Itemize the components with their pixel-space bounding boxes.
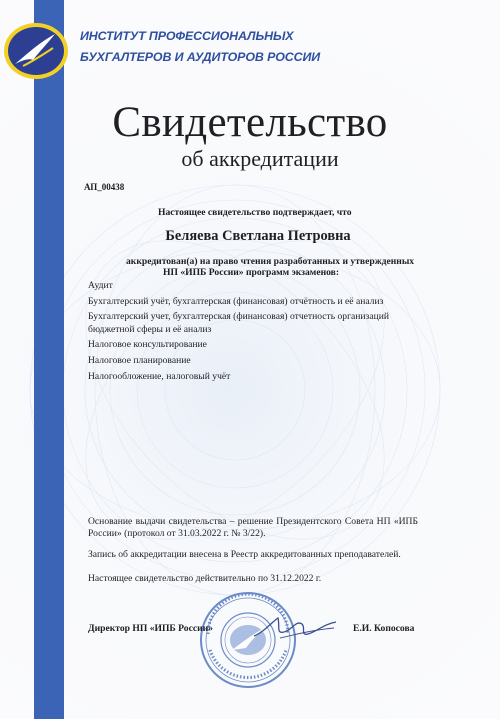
program-item: Налоговое планирование — [88, 354, 191, 366]
registry-text: Запись об аккредитации внесена в Реестр аккредитованных преподавателей. — [88, 549, 401, 560]
program-list — [88, 280, 428, 386]
program-item: Налогообложение, налоговый учёт — [88, 370, 231, 382]
director-title: Директор НП «ИПБ России» — [88, 623, 213, 634]
organization-name-line1: ИНСТИТУТ ПРОФЕССИОНАЛЬНЫХ — [80, 29, 294, 43]
confirm-text: Настоящее свидетельство подтверждает, что — [158, 207, 352, 218]
holder-name: Беляева Светлана Петровна — [165, 228, 351, 244]
basis-text: Основание выдачи свидетельства – решение Президентского Совета НП «ИПБ России» (протокол от 31.03.2022 г. № 3/22). — [88, 516, 418, 540]
program-item: Налоговое консультирование — [88, 339, 207, 351]
accredited-text-line2: НП «ИПБ России» программ экзаменов: — [163, 267, 340, 278]
signer-name: Е.И. Копосова — [353, 623, 415, 634]
validity-text: Настоящее свидетельство действительно по 31.12.2022 г. — [88, 573, 322, 584]
program-item: Бухгалтерский учет, бухгалтерская (финансовая) отчетность организаций бюджетной сферы и её анализ — [88, 311, 390, 335]
certificate-subtitle: об аккредитации — [181, 146, 339, 171]
accredited-text-line1: аккредитован(а) на право чтения разработанных и утвержденных — [126, 256, 415, 267]
ipb-logo-icon — [3, 22, 69, 80]
certificate-number: АП_00438 — [84, 182, 125, 192]
program-item: Бухгалтерский учёт, бухгалтерская (финансовая) отчётность и её анализ — [88, 295, 384, 307]
organization-name-line2: БУХГАЛТЕРОВ И АУДИТОРОВ РОССИИ — [80, 50, 321, 64]
program-item: Аудит — [88, 280, 113, 291]
signature-icon — [250, 606, 340, 646]
certificate-title: Свидетельство — [112, 99, 388, 146]
